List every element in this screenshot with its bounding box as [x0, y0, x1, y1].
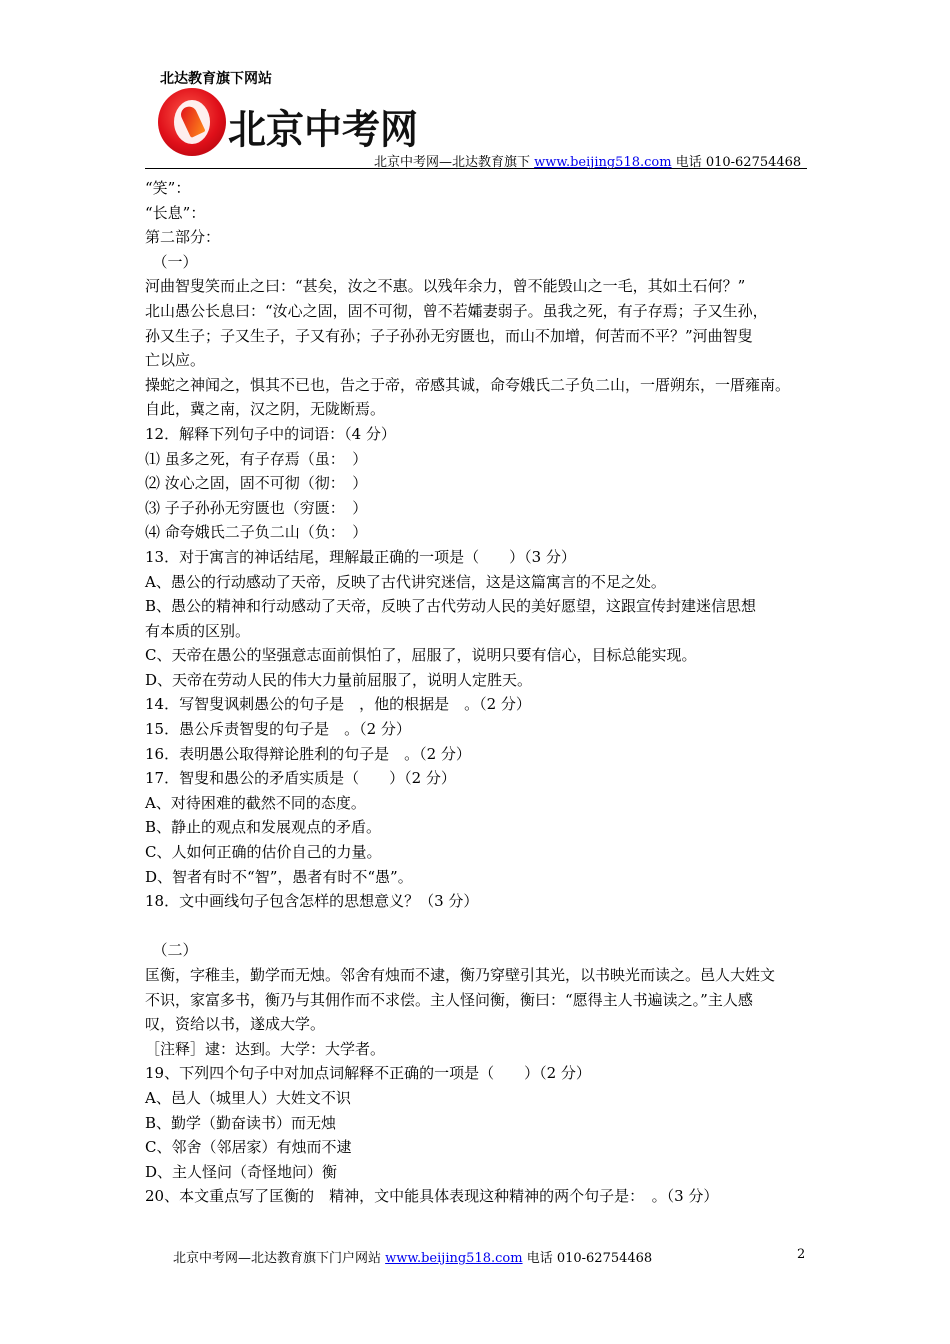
text-line: 15．愚公斥责智叟的句子是 。（2 分） [145, 720, 411, 739]
footer-phone: 电话 010-62754468 [522, 1251, 653, 1266]
text-line: 14．写智叟讽刺愚公的句子是 ，他的根据是 。（2 分） [145, 695, 531, 714]
page-number: 2 [797, 1247, 806, 1262]
header-url-link[interactable]: www.beijing518.com [534, 155, 672, 170]
text-line: 河曲智叟笑而止之曰：“甚矣，汝之不惠。以残年余力，曾不能毁山之一毛，其如土石何？” [145, 277, 746, 296]
text-line: C、人如何正确的估价自己的力量。 [145, 843, 382, 862]
text-line: 操蛇之神闻之，惧其不已也，告之于帝，帝感其诚，命夸娥氏二子负二山，一厝朔东，一厝雍南。 [145, 375, 791, 394]
text-line: 13．对于寓言的神话结尾，理解最正确的一项是（ ）（3 分） [145, 547, 576, 566]
text-line: 自此，冀之南，汉之阴，无陇断焉。 [145, 400, 386, 419]
text-line: C、天帝在愚公的坚强意志面前惧怕了，屈服了，说明只要有信心，目标总能实现。 [145, 646, 697, 665]
text-line: D、主人怪问（奇怪地问）衡 [145, 1162, 338, 1181]
logo-text: 北京中考网 [228, 107, 418, 153]
footer-label: 北京中考网—北达教育旗下门户网站 [173, 1251, 386, 1266]
text-line: （一） [145, 252, 198, 271]
text-line: ［注释］逮：达到。大学：大学者。 [145, 1039, 386, 1058]
text-line: C、邻舍（邻居家）有烛而不逮 [145, 1138, 352, 1157]
text-line: 叹，资给以书，遂成大学。 [145, 1015, 326, 1034]
text-line: A、对待困难的截然不同的态度。 [145, 793, 366, 812]
text-line: ⑴ 虽多之死，有子存焉（虽： ） [145, 449, 368, 468]
text-line: B、愚公的精神和行动感动了天帝，反映了古代劳动人民的美好愿望，这跟宣传封建迷信思想 [145, 597, 757, 616]
text-line: 12．解释下列句子中的词语：（4 分） [145, 424, 396, 443]
text-line: ⑶ 子子孙孙无穷匮也（穷匮： ） [145, 498, 368, 517]
text-line: 不识，家富多书，衡乃与其佣作而不求偿。主人怪问衡，衡曰：“愿得主人书遍读之。”主人感 [145, 990, 753, 1009]
text-line: B、勤学（勤奋读书）而无烛 [145, 1113, 337, 1132]
text-line: D、智者有时不“智”，愚者有时不“愚”。 [145, 867, 413, 886]
footer [173, 1247, 652, 1266]
text-line: D、天帝在劳动人民的伟大力量前屈服了，说明人定胜天。 [145, 670, 533, 689]
text-line: （二） [145, 941, 198, 960]
text-line: A、愚公的行动感动了天帝，反映了古代讲究迷信，这是这篇寓言的不足之处。 [145, 572, 666, 591]
text-line: B、静止的观点和发展观点的矛盾。 [145, 818, 382, 837]
text-line: 18．文中画线句子包含怎样的思想意义？（3 分） [145, 892, 479, 911]
text-line: 19、下列四个句子中对加点词解释不正确的一项是（ ）（2 分） [145, 1064, 591, 1083]
text-line: 17．智叟和愚公的矛盾实质是（ ）（2 分） [145, 769, 456, 788]
header-phone: 电话 010-62754468 [671, 155, 802, 170]
header-subtitle: 北达教育旗下网站 [160, 71, 272, 87]
text-line: 北山愚公长息曰：“汝心之固，固不可彻，曾不若孀妻弱子。虽我之死，有子存焉；子又生孙， [145, 301, 768, 320]
header-site-label: 北京中考网—北达教育旗下 [374, 155, 535, 170]
text-line: 第二部分： [145, 228, 221, 247]
text-line: 20、本文重点写了匡衡的 精神，文中能具体表现这种精神的两个句子是： 。（3 分） [145, 1187, 719, 1206]
text-line: “长息”： [145, 203, 206, 222]
text-line [145, 914, 817, 939]
text-line: 亡以应。 [145, 351, 206, 370]
text-line: 16．表明愚公取得辩论胜利的句子是 。（2 分） [145, 744, 471, 763]
text-line: 匡衡，字稚圭，勤学而无烛。邻舍有烛而不逮，衡乃穿壁引其光，以书映光而读之。邑人大姓文 [145, 966, 776, 984]
text-line: 有本质的区别。 [145, 621, 251, 640]
text-line: ⑷ 命夸娥氏二子负二山（负： ） [145, 523, 368, 542]
text-line: A、邑人（城里人）大姓文不识 [145, 1088, 351, 1107]
document-body [145, 176, 817, 1209]
text-line: ⑵ 汝心之固，固不可彻（彻： ） [145, 474, 368, 493]
header-divider [145, 168, 807, 169]
footer-url-link[interactable]: www.beijing518.com [385, 1251, 523, 1266]
text-line: “笑”： [145, 179, 191, 197]
text-line: 孙又生子；子又生子，子又有孙；子子孙孙无穷匮也，而山不加增，何苦而不平？”河曲智叟 [145, 326, 753, 345]
logo-icon [158, 88, 226, 156]
